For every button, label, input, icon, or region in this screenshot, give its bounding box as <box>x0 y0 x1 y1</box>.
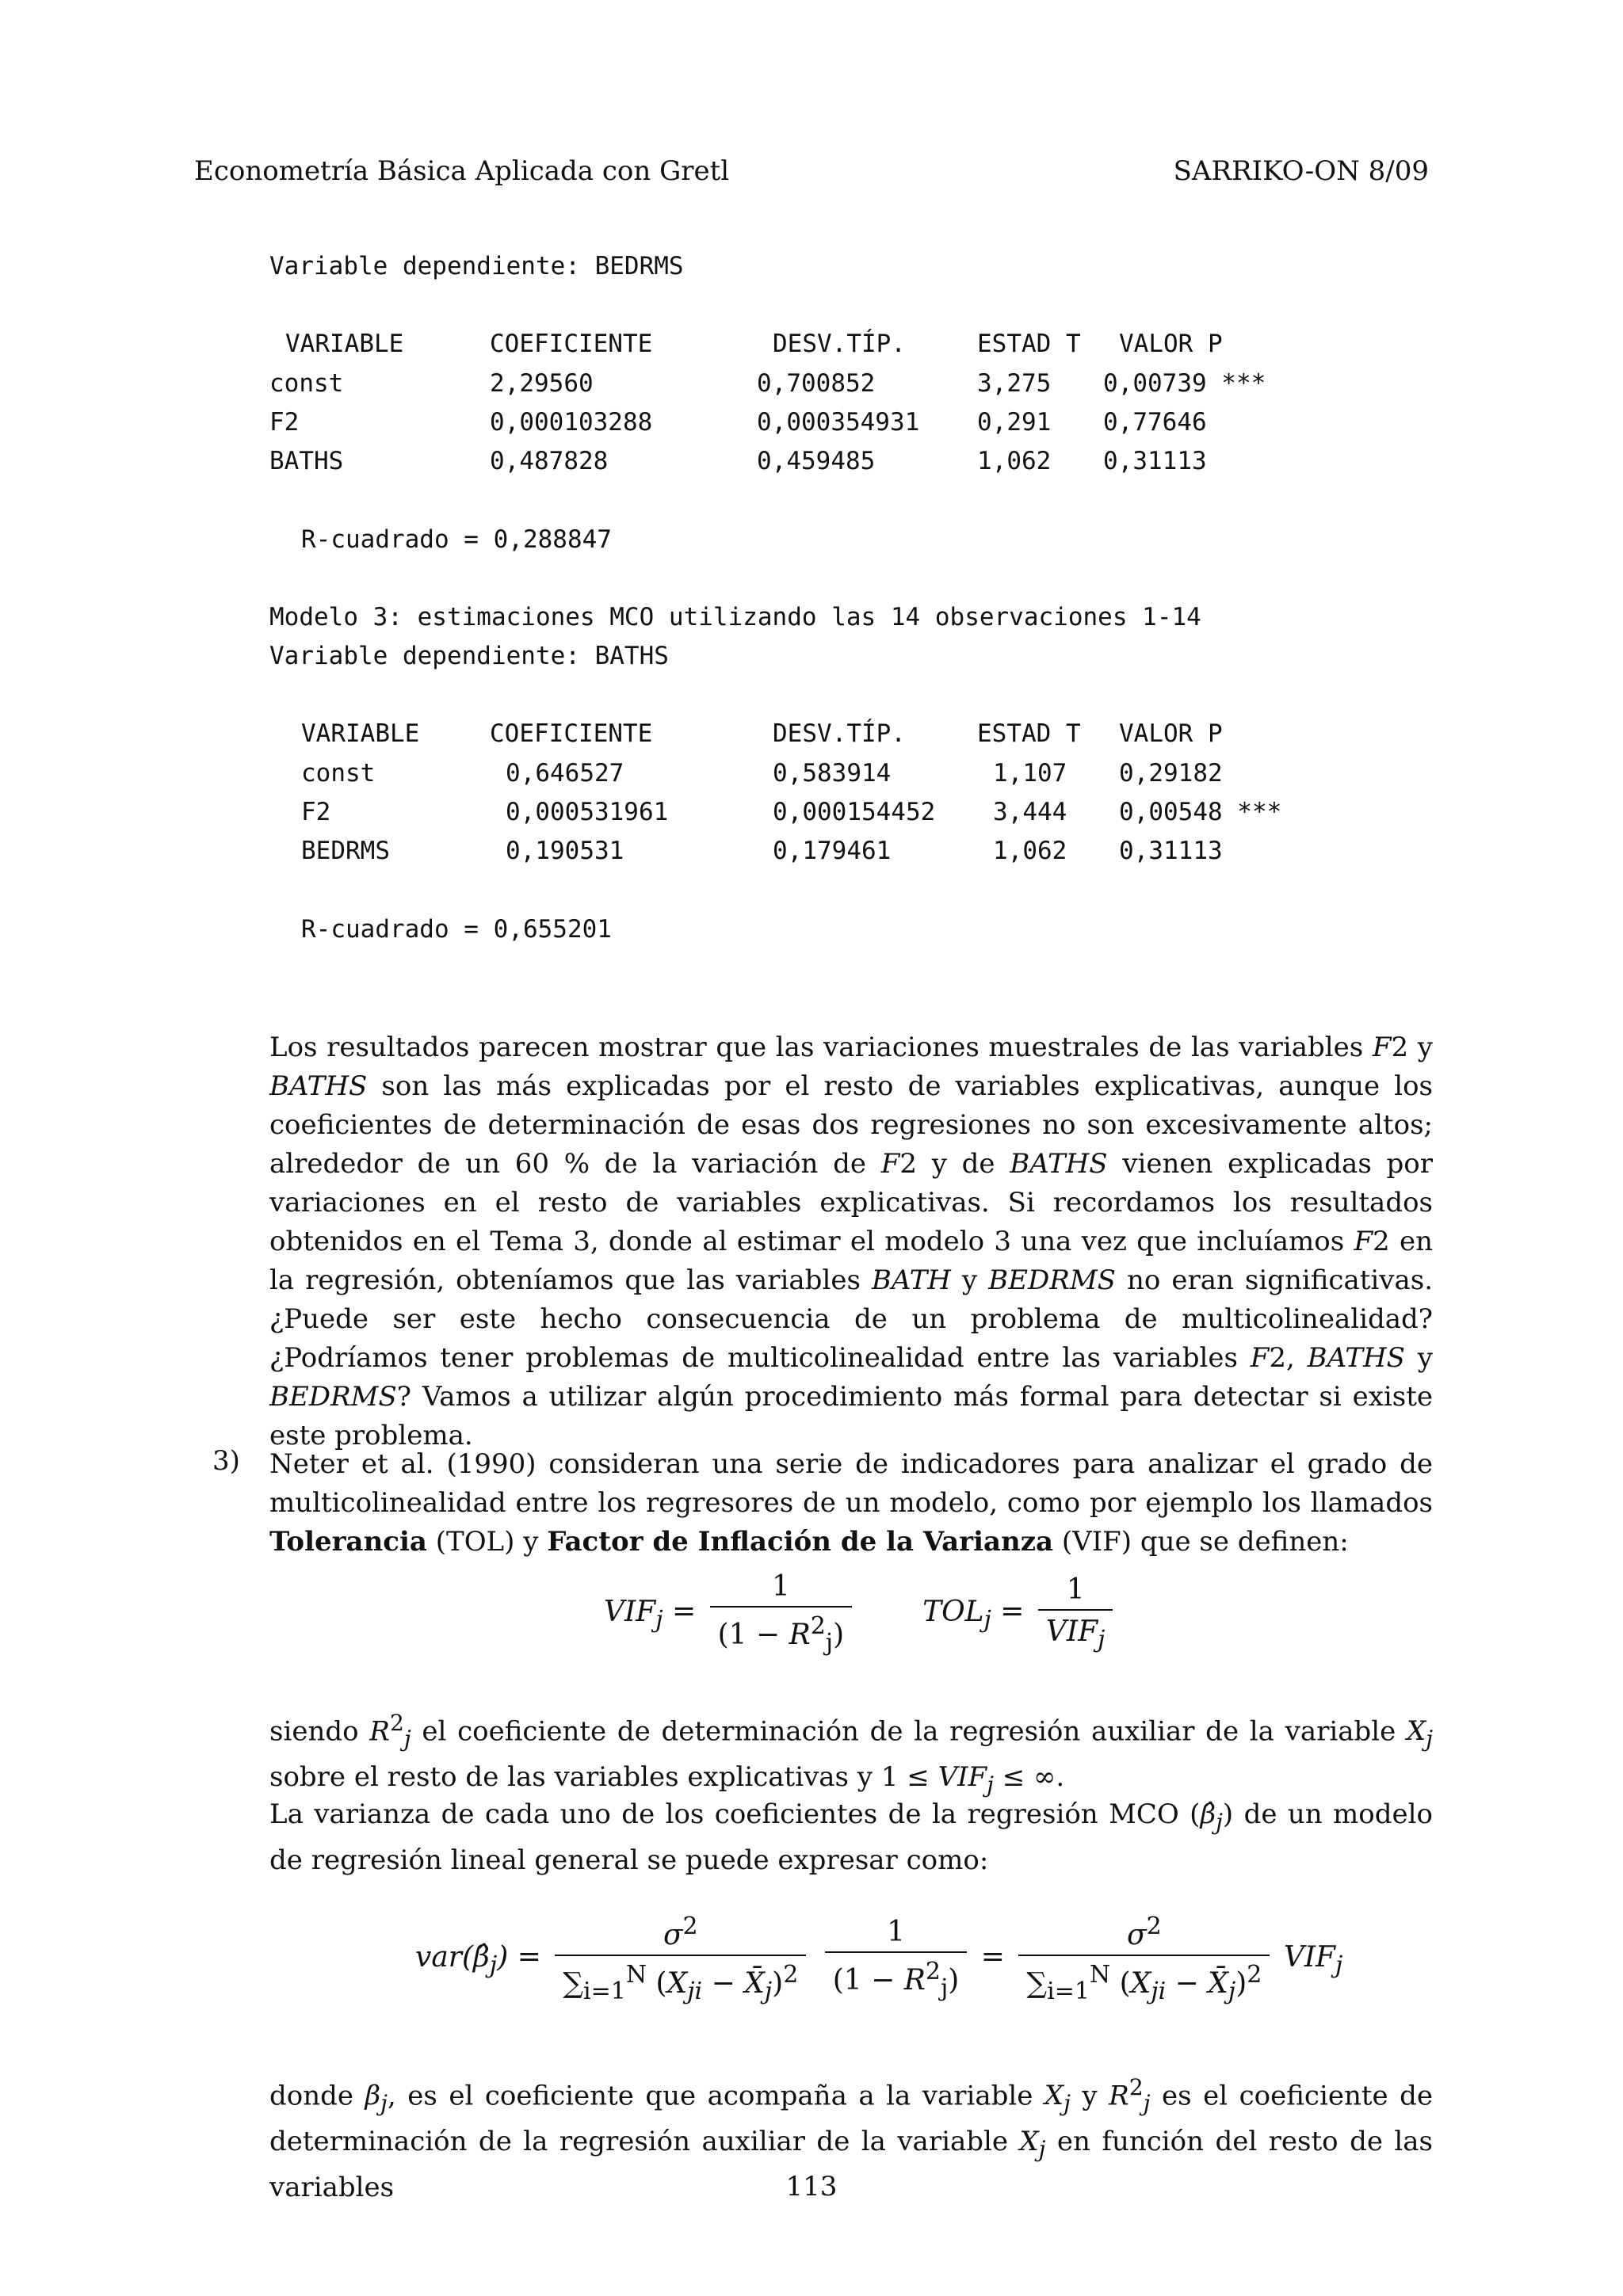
table-row: const 0,646527 0,583914 1,107 0,29182 <box>301 759 1223 788</box>
model3-dependent-line: Variable dependiente: BATHS <box>269 642 669 670</box>
table-row: F2 0,000531961 0,000154452 3,444 0,00548 *** <box>301 798 1282 826</box>
col-valor-p: VALOR P <box>1119 330 1223 358</box>
model2-table-header <box>0 330 1623 361</box>
col-estad-t: ESTAD T <box>977 330 1081 358</box>
running-header-series: SARRIKO-ON 8/09 <box>1173 155 1429 187</box>
table-row: const 2,29560 0,700852 3,275 0,00739 *** <box>269 369 1266 398</box>
col-variable: VARIABLE <box>301 719 420 748</box>
col-desv-tip: DESV.TÍP. <box>773 719 906 748</box>
paragraph-item-3: Neter et al. (1990) consideran una serie de indicadores para analizar el grado de multicolinealidad entre los regresores de un modelo, como por ejemplo los llamados Tolerancia (TOL) y Factor de Inflación de la Varianza (VIF) que se definen: <box>269 1448 1433 1558</box>
formula-variance: $var(\betâ_j)$ = $\frac{\sigma^2}{\sum_{i=1}^N (X_{ji} - X̄_j)^2}$ $\frac{1}{(1 - R^2_j)}$ = $\frac{\sigma^2}{\sum_{i=1}^N (X_{ji} - X̄_j)^2}$ $VIF_j$ <box>415 1913 1343 2006</box>
paragraph-beta-definition: donde $\beta_j$, es el coeficiente que acompaña a la variable $X_j$ y $R^2_j$ es el coeficiente de determinación de la regresión auxiliar de la variable $X_j$ en función del resto de las variables <box>269 2074 1434 2203</box>
model2-dependent-line: Variable dependiente: BEDRMS <box>269 252 684 280</box>
running-header-title: Econometría Básica Aplicada con Gretl <box>194 155 730 187</box>
model3-table-header <box>0 719 1623 751</box>
page-number: 113 <box>785 2171 838 2203</box>
col-coeficiente: COEFICIENTE <box>490 330 653 358</box>
list-item-number: 3) <box>212 1445 240 1477</box>
model3-title-line: Modelo 3: estimaciones MCO utilizando las 14 observaciones 1-14 <box>269 603 1201 631</box>
table-row: F2 0,000103288 0,000354931 0,291 0,77646 <box>269 408 1207 437</box>
col-desv-tip: DESV.TÍP. <box>773 330 906 358</box>
table-row: BEDRMS 0,190531 0,179461 1,062 0,31113 <box>301 837 1223 865</box>
model2-r-squared: R-cuadrado = 0,288847 <box>301 525 612 554</box>
table-row: BATHS 0,487828 0,459485 1,062 0,31113 <box>269 447 1207 475</box>
col-coeficiente: COEFICIENTE <box>490 719 653 748</box>
paragraph-r2-definition: siendo $R^2_j$ el coeficiente de determinación de la regresión auxiliar de la variable $X_j$ sobre el resto de las variables explicativas y $1 \le VIF_j$ ≤ ∞. <box>269 1710 1433 1798</box>
col-valor-p: VALOR P <box>1119 719 1223 748</box>
col-estad-t: ESTAD T <box>977 719 1081 748</box>
paragraph-results-discussion: Los resultados parecen mostrar que las variaciones muestrales de las variables F2 y BATHS son las más explicadas por el resto de variables explicativas, aunque los coeficientes de determinación de esas dos regresiones no son excesivamente altos; alrededor de un 60 % de la variación de F2 y de BATHS vienen explicadas por variaciones en el resto de variables explicativas. Si recordamos los resultados obtenidos en el Tema 3, donde al estimar el modelo 3 una vez que incluíamos F2 en la regresión, obteníamos que las variables BATH y BEDRMS no eran significativas. ¿Puede ser este hecho consecuencia de un problema de multicolinealidad? ¿Podríamos tener problemas de multicolinealidad entre las variables F2, BATHS y BEDRMS? Vamos a utilizar algún procedimiento más formal para detectar si existe este problema. <box>269 1032 1433 1451</box>
col-variable: VARIABLE <box>285 330 404 358</box>
formula-vif-tol: $VIF_j$ = $\frac{1}{(1 - R^2_j)}$ $TOL_j$ = $\frac{1}{VIF_j}$ <box>604 1570 1117 1657</box>
paragraph-variance: La varianza de cada uno de los coeficientes de la regresión MCO $(\betâ_j)$ de un modelo de regresión lineal general se puede expresar como: <box>269 1798 1433 1876</box>
model3-r-squared: R-cuadrado = 0,655201 <box>301 915 612 944</box>
